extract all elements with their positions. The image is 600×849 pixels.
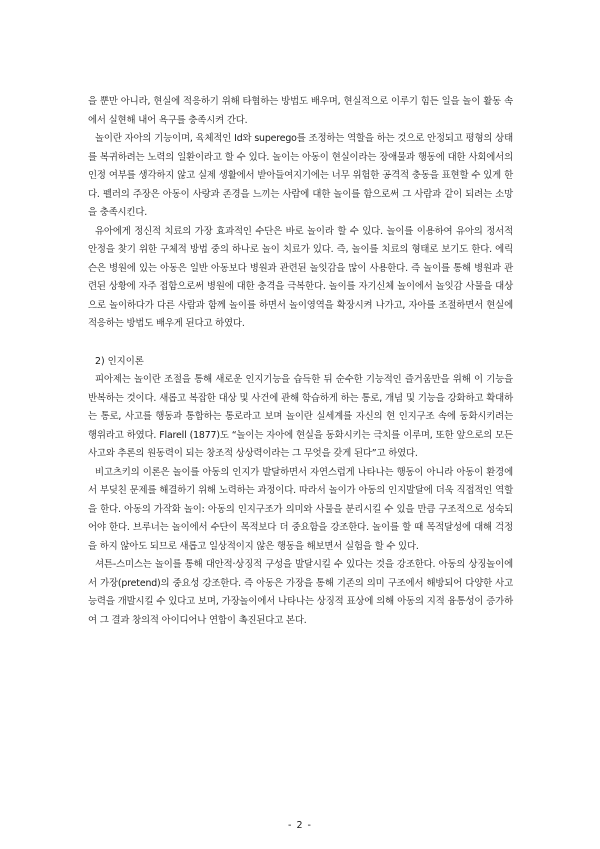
paragraph-piaget: 피아제는 놀이란 조절을 통해 새로운 인지기능을 습득한 뒤 순수한 기능적인 즐거움만을 위해 이 기능을 반복하는 것이다. 새롭고 복잡한 대상 및 사건에 관해 학습하게 하는 통로, 개념 및 기능을 강화하고 확대하는 통로, 사고를 행동과 통합하는 통로라고 보며 놀이란 실세계를 자신의 현 인지구조 속에 동화시키려는 행위라고 하였다. Flarell (1877)도 “놀이는 자아에 현실을 동화시키는 극치를 이루며, 또한 앞으로의 모든 사고와 추론의 원동력이 되는 창조적 상상력이라는 그 무엇을 갖게 된다”고 하였다. — [88, 374, 513, 459]
body-text — [88, 93, 513, 630]
paragraph-continued: 을 뿐만 아니라, 현실에 적응하기 위해 타협하는 방법도 배우며, 현실적으로 이루기 힘든 일을 놀이 활동 속에서 실현해 내어 욕구를 충족시켜 간다. — [88, 96, 513, 126]
paragraph-vygotsky: 비고츠키의 이론은 놀이를 아동의 인지가 발달하면서 자연스럽게 나타나는 행동이 아니라 아동이 환경에서 부딪친 문제를 해결하기 위해 노력하는 과정이다. 따라서 놀이가 아동의 인지발달에 더욱 직접적인 역할을 한다. 아동의 가작화 놀이: 아동의 인지구조가 의미와 사물을 분리시킬 수 있을 만큼 구조적으로 성숙되어야 한다. 브루너는 놀이에서 수단이 목적보다 더 중요함을 강조한다. 놀이를 할 때 목적달성에 대해 걱정을 하지 않아도 되므로 새롭고 일상적이지 않은 행동을 해보면서 실험을 할 수 있다. — [88, 466, 513, 552]
section-spacer — [88, 334, 513, 353]
paragraph-ego-function: 놀이란 자아의 기능이며, 육체적인 Id와 superego를 조정하는 역할을 하는 것으로 안정되고 평형의 상태를 복귀하려는 노력의 일환이라고 할 수 있다. 놀이는 아동이 현실이라는 장애물과 행동에 대한 사회에서의 인정 여부를 생각하지 않고 실제 생활에서 받아들여지기에는 너무 위험한 공격적 충동을 표현할 수 있게 한다. 펠러의 주장은 아동이 사랑과 존경을 느끼는 사람에 대한 놀이를 함으로써 그 사람과 같이 되려는 소망을 충족시킨다. — [88, 133, 513, 218]
paragraph-sutton-smith: 셔튼-스미스는 놀이를 통해 대안적·상징적 구성을 발달시킬 수 있다는 것을 강조한다. 아동의 상징놀이에서 가장(pretend)의 중요성 강조한다. 즉 아동은 가장을 통해 기존의 의미 구조에서 해방되어 다양한 사고능력을 개발시킬 수 있다고 보며, 가장놀이에서 나타나는 상징적 표상에 의해 아동의 지적 융통성이 증가하여 그 결과 창의적 아이디어나 연합이 촉진된다고 본다. — [88, 559, 513, 626]
paragraph-play-therapy: 유아에게 정신적 치료의 가장 효과적인 수단은 바로 놀이라 할 수 있다. 놀이를 이용하여 유아의 정서적 안정을 찾기 위한 구체적 방법 중의 하나로 놀이 치료가 있다. 즉, 놀이를 치료의 형태로 보기도 한다. 에릭슨은 병원에 있는 아동은 일반 아동보다 병원과 관련된 놀잇감을 많이 사용한다. 즉 놀이를 통해 병원과 관련된 상황에 자주 접함으로써 병원에 대한 충격을 극복한다. 놀이를 자기신체 놀이에서 놀잇감 사물을 대상으로 놀이하다가 다른 사람과 함께 놀이를 하면서 놀이영역을 확장시켜 나가고, 자아를 조절하면서 현실에 적응하는 방법도 배우게 된다고 하였다. — [88, 225, 513, 329]
section-heading: 2) 인지이론 — [95, 355, 144, 367]
page-number: - 2 - — [288, 820, 312, 831]
